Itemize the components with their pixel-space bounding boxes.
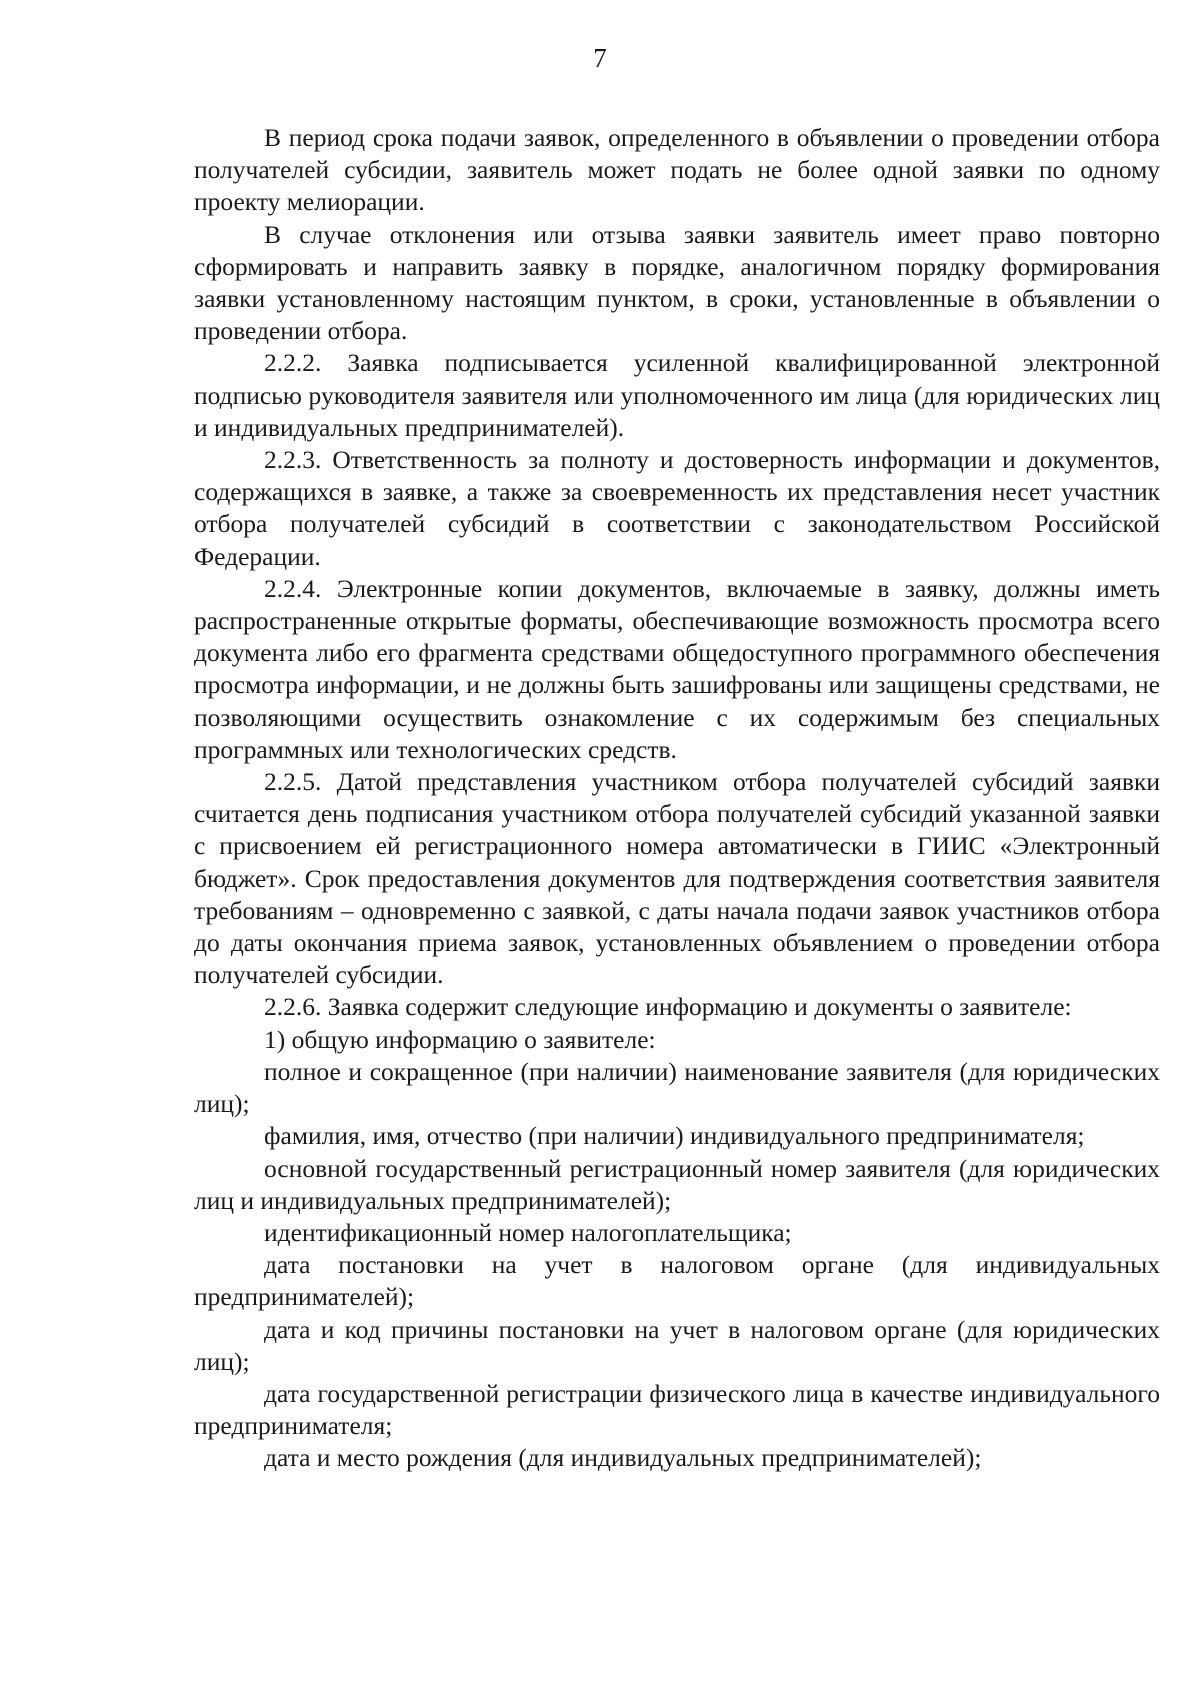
list-item-inn: идентификационный номер налогоплательщика; [264,1217,792,1247]
paragraph-application-period: В период срока подачи заявок, определенного в объявлении о проведении отбора получателей субсидии, заявитель может подать не более одной заявки по одному проекту мелиорации. [194,123,1160,217]
list-item-general-info: 1) общую информацию о заявителе: [264,1024,656,1054]
list-item-tax-registration-date: дата постановки на учет в налоговом органе (для индивидуальных предпринимателей); [194,1250,1160,1312]
paragraph-2-2-3: 2.2.3. Ответственность за полноту и достоверность информации и документов, содержащихся в заявке, а также за своевременность их представления несет участник отбора получателей субсидий в соответствии с законодательством Российской Федерации. [194,445,1160,571]
list-item-ogrn: основной государственный регистрационный номер заявителя (для юридических лиц и индивидуальных предпринимателей); [194,1153,1160,1215]
list-item-entrepreneur-name: фамилия, имя, отчество (при наличии) индивидуального предпринимателя; [264,1121,1085,1151]
document-body [194,122,1160,1475]
page-number: 7 [593,43,607,73]
paragraph-resubmission: В случае отклонения или отзыва заявки заявитель имеет право повторно сформировать и направить заявку в порядке, аналогичном порядку формирования заявки установленному настоящим пунктом, в сроки, установленные в объявлении о проведении отбора. [194,219,1160,346]
list-item-birth-date-place: дата и место рождения (для индивидуальных предпринимателей); [264,1443,982,1473]
paragraph-2-2-4: 2.2.4. Электронные копии документов, включаемые в заявку, должны иметь распространенные открытые форматы, обеспечивающие возможность просмотра всего документа либо его фрагмента средствами общедоступного программного обеспечения просмотра информации, и не должны быть зашифрованы или защищены средствами, не позволяющими осуществить ознакомление с их содержимым без специальных программных или технологических средств. [194,573,1160,764]
paragraph-2-2-5: 2.2.5. Датой представления участником отбора получателей субсидий заявки считается день подписания участником отбора получателей субсидий указанной заявки с присвоением ей регистрационного номера автоматически в ГИИС «Электронный бюджет». Срок предоставления документов для подтверждения соответствия заявителя требованиям – одновременно с заявкой, с даты начала подачи заявок участников отбора до даты окончания приема заявок, установленных объявлением о проведении отбора получателей субсидии. [194,767,1160,990]
list-item-full-name: полное и сокращенное (при наличии) наименование заявителя (для юридических лиц); [194,1056,1160,1119]
paragraph-2-2-2: 2.2.2. Заявка подписывается усиленной квалифицированной электронной подписью руководителя заявителя или уполномоченного им лица (для юридических лиц и индивидуальных предпринимателей). [194,348,1160,442]
list-item-state-registration-date: дата государственной регистрации физического лица в качестве индивидуального предпринимателя; [194,1378,1160,1441]
list-item-kpp: дата и код причины постановки на учет в налоговом органе (для юридических лиц); [194,1314,1160,1376]
paragraph-2-2-6: 2.2.6. Заявка содержит следующие информацию и документы о заявителе: [264,992,1072,1022]
